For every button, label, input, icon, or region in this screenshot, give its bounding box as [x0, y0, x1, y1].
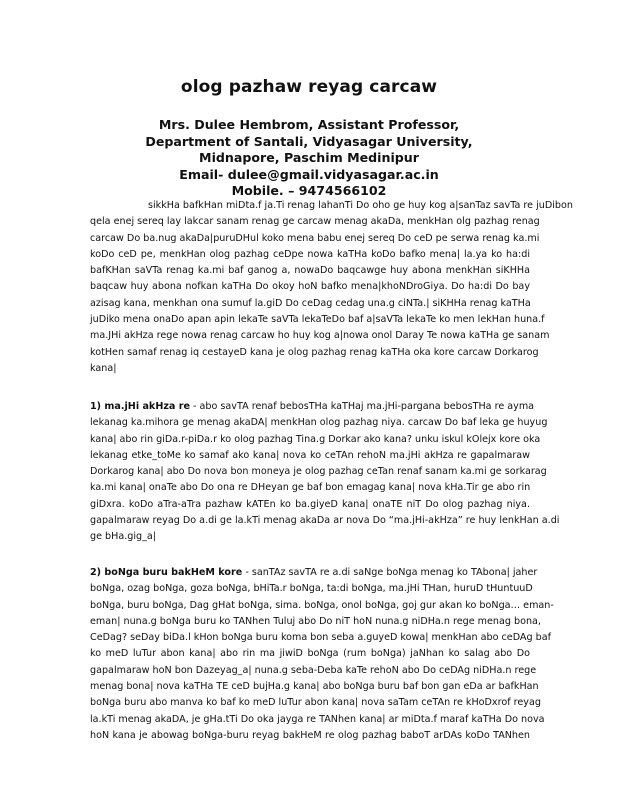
paragraph-line: hoN kana je abowag boNga-buru reyag bakHeM re olog pazhag baboT arDAs koDo TANhen: [90, 729, 530, 741]
author-department: Department of Santali, Vidyasagar University,: [145, 133, 473, 149]
paragraph-line: kana|: [90, 362, 117, 374]
author-block: [0, 117, 618, 200]
paragraph-line: boNga buru abo manva ko baf ko meD luTur abon kana| nova saTam ceTAn re kHoDxrof reyag: [90, 697, 541, 709]
paragraph-line: baqcaw huy abona nofkan kaTHa Do okoy hoN bafko mena|khoNDroGiya. Do ha:di Do bay: [90, 281, 530, 293]
author-email: Email- dulee@gmail.vidyasagar.ac.in: [179, 166, 439, 182]
paragraph-line: ge bHa.gig_a|: [90, 531, 157, 543]
document-title: olog pazhaw reyag carcaw: [180, 77, 438, 97]
author-mobile: Mobile. – 9474566102: [231, 183, 387, 199]
paragraph-line: menag bona| nova kaTHa TE ceD bujHa.g kana| abo boNga buru baf bon gan eDa ar bafkHan: [90, 681, 539, 693]
paragraph-line: juDiko mena onaDo apan apin lekaTe saVTa lekaTeDo baf a|saVTa lekaTe ko men lekHan huna.f: [90, 314, 545, 326]
paragraph-line: qela enej sereq lay lakcar sanam renag ge carcaw menag akaDa, menkHan olg pazhag renag: [90, 216, 540, 228]
paragraph-line: CeDag? seDay biDa.l kHon boNga buru koma bon seba a.guyeD kowa| menkHan abo ceDAg baf: [90, 632, 551, 644]
paragraph-line: bafKHan saVTa renag ka.mi baf ganog a, nowaDo baqcawge huy abona menkHan siKHHa: [90, 265, 530, 277]
paragraph-line: gapalmaraw reyag Do a.di ge la.kTi menag akaDa ar nova Do “ma.jHi-akHza” re huy lenkHan a.di: [90, 515, 560, 527]
paragraph-line: ma.JHi akHza rege nowa renag carcaw ho huy kog a|nowa onol Daray Te nowa kaTHa ge sanam: [90, 330, 550, 342]
paragraph-line: boNga, ozag boNga, goza boNga, bHiTa.r boNga, ta:di boNga, ma.jHi THan, huruD tHuntuuD: [90, 583, 533, 595]
paragraph-line: giDxra. koDo aTra-aTra pazhaw kATEn ko ba.giyeD kana| onaTE niT Do olog pazhag niya.: [90, 498, 530, 510]
paragraph-line: lekanag ka.mihora ge menag akaDA| menkHan olog pazhag niya. carcaw Do baf leka ge huyug: [90, 417, 548, 429]
intro-paragraph: [90, 198, 573, 377]
paragraph-line: eman| nuna.g boNga buru ko TANhen Tuluj abo Do niT hoN nuna.g niDHa.n rege menag bona,: [90, 615, 541, 627]
author-location: Midnapore, Paschim Medinipur: [199, 150, 419, 166]
section-1: [90, 399, 560, 546]
paragraph-line: kotHen samaf renag iq cestayeD kana je olog pazhag renag kaTHa oka kore carcaw Dorkarog: [90, 346, 539, 358]
paragraph-line: gapalmaraw hoN bon Dazeyag_a| nuna.g seba-Deba kaTe rehoN abo Do ceDAg niDHa.n rege: [90, 664, 537, 676]
section-2-first-line: [90, 565, 538, 581]
section-2-text: - sanTAz savTA re a.di saNge boNga menag ko TAbona| jaher: [242, 567, 538, 578]
paragraph-line: lekanag etke_toMe ko samaf ako kana| nova ko ceTAn rehoN ma.jHi akHza re gapalmaraw: [90, 449, 530, 461]
paragraph-line: ka.mi kana| onaTe abo Do ona re DHeyan ge baf bon emagag kana| nova kHa.Tir ge abo rin: [90, 482, 531, 494]
paragraph-line: la.kTi menag akaDA, je gHa.tTi Do oka jayga re TANhen kana| ar miDta.f maraf kaTHa Do nova: [90, 713, 545, 725]
paragraph-line: ko meD luTur abon kana| abo rin ma jiwiD boNga (rum boNga) jaNhan ko salag abo Do: [90, 648, 530, 660]
section-2-heading: 2) boNga buru bakHeM kore: [90, 567, 243, 578]
section-1-first-line: [90, 399, 535, 415]
author-name: Mrs. Dulee Hembrom, Assistant Professor,: [158, 117, 460, 132]
section-1-text: - abo savTA renaf bebosTHa kaTHaj ma.jHi-pargana bebosTHa re ayma: [189, 401, 535, 412]
paragraph-line: boNga, buru boNga, Dag gHat boNga, sima. boNga, onol boNga, goj gur akan ko boNga… eman-: [90, 599, 554, 611]
paragraph-line: kana| abo rin giDa.r-piDa.r ko olog pazhag Tina.g Dorkar ako kana? unku iskul kOlejx kore oka: [90, 433, 541, 445]
paragraph-line: azisag kana, menkhan ona sumuf la.giD Do ceDag cedag una.g ciNTa.| siKHHa renag kaTHa: [90, 297, 531, 309]
paragraph-line: koDo ceD pe, menkHan olog pazhag ceDpe nowa kaTHa koDo bafko mena| la.ya ko ha:di: [90, 248, 530, 260]
paragraph-line: sikkHa bafkHan miDta.f ja.Ti renag lahanTi Do oho ge huy kog a|sanTaz savTa re juDibon: [148, 200, 573, 211]
paragraph-line: Dorkarog kana| abo Do nova bon moneya je olog pazhag ceTan renaf sanam ka.mi ge sorkarag: [90, 466, 547, 478]
section-2: [90, 565, 554, 744]
paragraph-line: carcaw Do ba.nug akaDa|puruDHul koko mena babu enej sereq Do ceD pe serwa renag ka.mi: [90, 232, 540, 244]
section-1-heading: 1) ma.jHi akHza re: [90, 401, 190, 412]
